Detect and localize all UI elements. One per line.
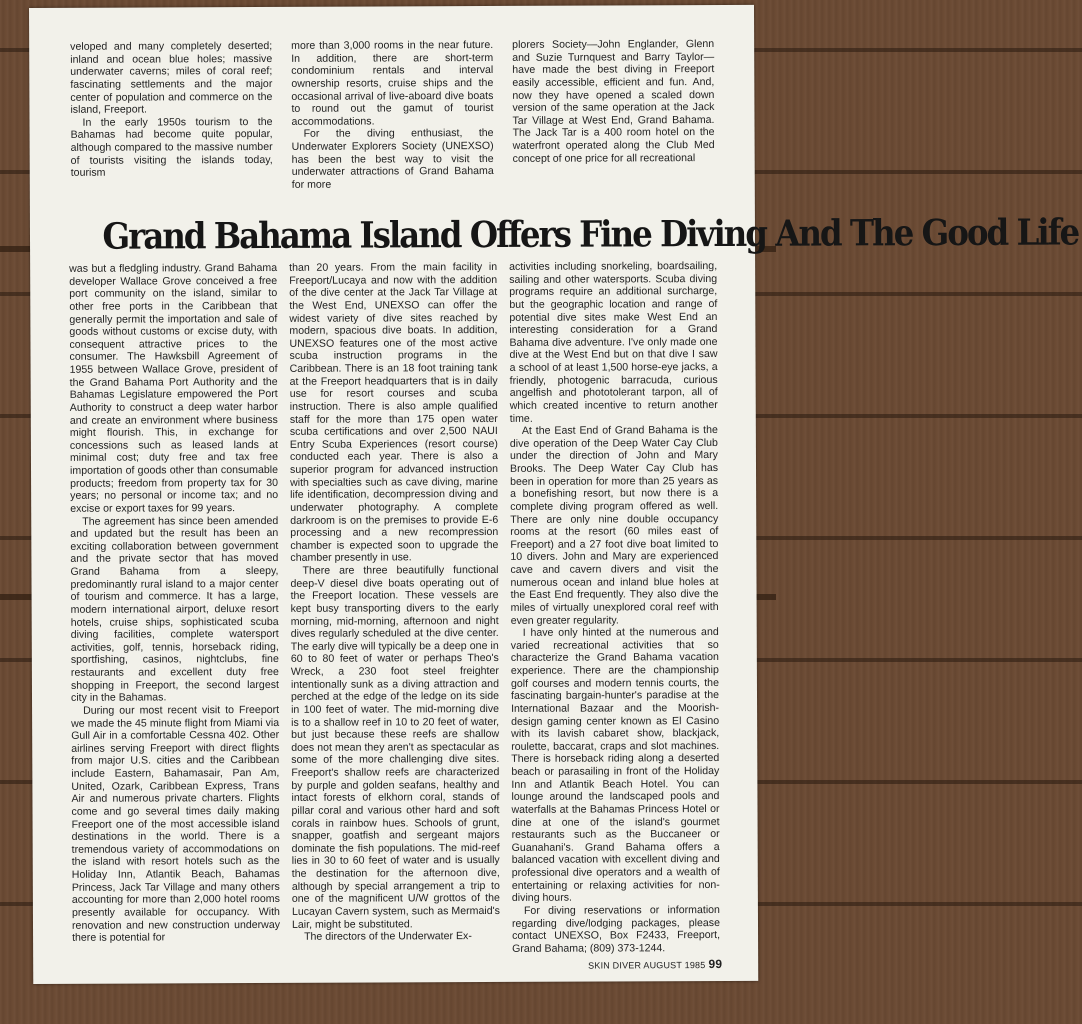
paragraph: At the East End of Grand Bahama is the dive operation of the Deep Water Cay Club under the direction of John and Mary Brooks. The Deep Water Cay Club has been in operation for more than 25 years as a bonefishing resort, but now there is a complete diving program offered as well. There are only nine double occupancy rooms at the resort (60 miles east of Freeport) and a 27 foot dive boat limited to 10 divers. John and Mary are experienced cave and cavern divers and visit the numerous ocean and inland blue holes at the East End frequently. They also dive the miles of virtually unexplored coral reef with even greater regularity. (509, 424, 719, 627)
paragraph: more than 3,000 rooms in the near future. In addition, there are short-term condominium rentals and interval ownership resorts, cruise ships and the occasional arrival of live-aboard dive boats to round out the gamut of tourist accommodations. (291, 38, 494, 128)
paragraph: During our most recent visit to Freeport we made the 45 minute flight from Miami via Gull Air in a comfortable Cessna 402. Other airlines serving Freeport with direct flights from major U.S. cities and the Caribbean include Eastern, Bahamasair, Pan Am, United, Ozark, Caribbean Express, Trans Air and numerous private charters. Flights come and go several times daily making Freeport one of the most accessible island destinations in the world. There is a tremendous variety of accommodations on the island with resort hotels such as the Holiday Inn, Atlantik Beach, Bahamas Princess, Jack Tar Village and many others accounting for more than 2,000 hotel rooms presently available for occupancy. With renovation and new construction underway there is potential for (71, 703, 281, 944)
top-column-3 (512, 38, 715, 194)
paragraph: In the early 1950s tourism to the Bahamas had become quite popular, although compared to the massive number of tourists visiting the islands today, tourism (70, 115, 273, 180)
paragraph: than 20 years. From the main facility in Freeport/Lucaya and now with the addition of the dive center at the Jack Tar Village at the West End, UNEXSO can offer the widest variety of dive sites reached by modern, spacious dive boats. In addition, UNEXSO features one of the most active scuba instruction programs in the Caribbean. There is an 18 foot training tank at the Freeport headquarters that is in daily use for resort courses and scuba instruction. There is also ample qualified staff for the more than 175 open water scuba certifications and over 2,500 NAUI Entry Scuba Experiences (resort course) conducted each year. There is also a superior program for advanced instruction with specialties such as cave diving, marine life identification, decompression diving and underwater photography. A complete darkroom is on the premises to provide E-6 processing and a new recompression chamber is expected soon to upgrade the chamber presently in use. (289, 260, 499, 565)
paragraph: veloped and many completely deserted; inland and ocean blue holes; massive underwater caverns; miles of coral reef; fascinating settlements and the major center of population and commerce on the island, Freeport. (70, 39, 273, 116)
top-column-1 (70, 40, 273, 196)
body-text-columns (69, 260, 721, 953)
paragraph: There are three beautifully functional deep-V diesel dive boats operating out of the Freeport location. These vessels are kept busy transporting divers to the early morning, mid-morning, afternoon and night dives regularly scheduled at the dive center. The early dive will typically be a deep one in 60 to 80 feet of water or perhaps Theo's Wreck, a 230 foot steel freighter intentionally sunk as a diving attraction and perched at the edge of the ledge on its side in 100 feet of water. The mid-morning dive is to a shallow reef in 10 to 20 feet of water, but just because these reefs are shallow does not mean they aren't as spectacular as some of the more challenging dive sites. Freeport's shallow reefs are characterized by purple and golden seafans, healthy and intact forests of elkhorn coral, stands of pillar coral and various other hard and soft corals in rainbow hues. Schools of grunt, snapper, goatfish and sergeant majors dominate the fish populations. The mid-reef lies in 30 to 60 feet of water and is usually the destination for the afternoon dive, although by special arrangement a trip to one of the magnificent U/W grottos of the Lucayan Cavern system, such as Mermaid's Lair, might be substituted. (290, 563, 500, 931)
paragraph: For diving reservations or information regarding dive/lodging packages, please contact UNEXSO, Box F2433, Freeport, Grand Bahama; (809) 373-1244. (511, 903, 721, 955)
page-number: 99 (708, 956, 723, 972)
body-column-3 (509, 259, 721, 955)
top-text-columns (70, 38, 715, 196)
body-column-2 (289, 261, 500, 952)
paragraph: The directors of the Underwater Ex- (304, 930, 472, 943)
article-headline: Grand Bahama Island Offers Fine Diving And The Good Life (102, 211, 1079, 258)
paragraph: plorers Society—John Englander, Glenn and Suzie Turnquest and Barry Taylor—have made the best diving in Freeport easily accessible, efficient and fun. And, now they have opened a scaled down version of the same operation at the Jack Tar Village at West End, Grand Bahama. The Jack Tar is a 400 room hotel on the waterfront operated along the Club Med concept of one price for all recreational (512, 38, 715, 165)
top-column-2 (291, 39, 494, 195)
paragraph: For the diving enthusiast, the Underwater Explorers Society (UNEXSO) has been the best way to visit the underwater attractions of Grand Bahama for more (291, 127, 494, 191)
paragraph: was but a fledgling industry. Grand Bahama developer Wallace Grove conceived a free port community on the island, similar to other free ports in the Caribbean that generally permit the importation and sale of goods without customs or excise duty, with consequent attractive prices to the consumer. The Hawksbill Agreement of 1955 between Wallace Grove, president of the Grand Bahama Port Authority and the Bahamas Legislature empowered the Port Authority to construct a deep water harbor and create an environment where business might flourish. This, in exchange for concessions such as leased lands at minimal cost; duty free and tax free importation of goods other than consumable products; freedom from property tax for 30 years; no personal or income tax; and no excise or export taxes for 99 years. (69, 261, 279, 515)
body-column-1 (69, 262, 280, 953)
paragraph: I have only hinted at the numerous and varied recreational activities that so characterize the Grand Bahama vacation experience. There are the championship golf courses and modern tennis courts, the fascinating bargain-hunter's paradise at the International Bazaar and the Moorish-design gaming center known as El Casino with its lavish cabaret show, blackjack, roulette, baccarat, craps and slot machines. There is horseback riding along a deserted beach or parasailing in front of the Holiday Inn and Atlantik Beach Hotel. You can lounge around the landscaped pools and waterfalls at the Bahamas Princess Hotel or dine at one of the island's gourmet restaurants such as the Buccaneer or Guanahani's. Grand Bahama offers a balanced vacation with excellent diving and professional dive operators and a wealth of entertaining or relaxing activities for non-diving hours. (510, 626, 720, 905)
paragraph: The agreement has since been amended and updated but the result has been an exciting collaboration between government and the private sector that has moved Grand Bahama from a sleepy, predominantly rural island to a major center of tourism and commerce. It has a large, modern international airport, deluxe resort hotels, cruise ships, sophisticated scuba diving facilities, complete watersport activities, golf, tennis, horseback riding, sportfishing, casinos, nightclubs, fine restaurants and excellent duty free shopping in Freeport, the second largest city in the Bahamas. (70, 514, 279, 705)
publication-credit: SKIN DIVER AUGUST 1985 (588, 960, 706, 971)
paragraph: activities including snorkeling, boardsailing, sailing and other watersports. Scuba diving programs require an additional surcharge, but the geographic location and range of potential dive sites make West End an interesting consideration for a Grand Bahama dive adventure. I've only made one dive at the West End but on that dive I saw a school of at least 1,500 horse-eye jacks, a friendly, photogenic barracuda, curious angelfish and phototolerant tarpon, all of which created incentive to return another time. (509, 259, 718, 425)
page-footer (588, 957, 722, 972)
magazine-page (29, 5, 1079, 984)
